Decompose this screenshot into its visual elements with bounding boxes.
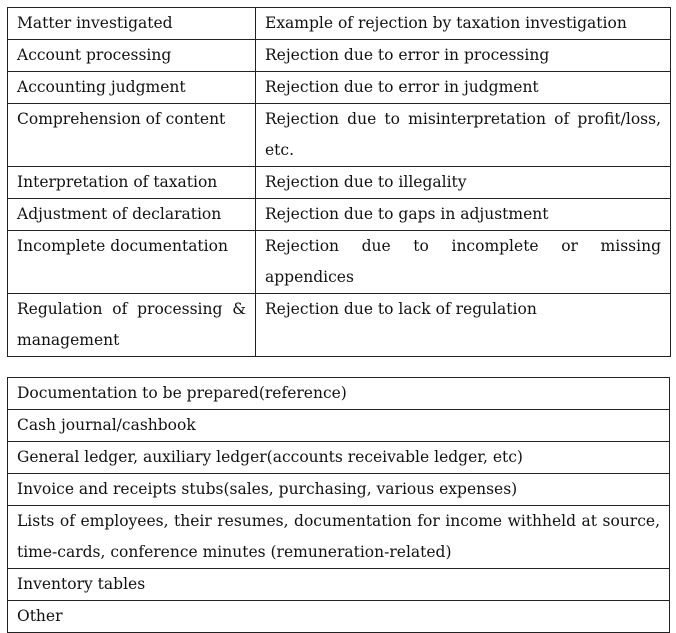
- example-cell: Rejection due to lack of regulation: [256, 294, 671, 357]
- document-cell: Inventory tables: [8, 569, 670, 601]
- example-cell: Rejection due to error in processing: [256, 40, 671, 72]
- example-cell: Rejection due to error in judgment: [256, 72, 671, 104]
- table-row: [8, 104, 671, 167]
- document-cell: Other: [8, 601, 670, 633]
- document-cell: Cash journal/cashbook: [8, 410, 670, 442]
- document-cell: Lists of employees, their resumes, documentation for income withheld at source, time-cards, conference minutes (remuneration-related): [8, 506, 670, 569]
- example-cell: Rejection due to gaps in adjustment: [256, 199, 671, 231]
- matter-cell: Adjustment of declaration: [8, 199, 256, 231]
- table-row: [8, 294, 671, 357]
- example-cell: Rejection due to incomplete or missing appendices: [256, 231, 671, 294]
- matter-cell: Interpretation of taxation: [8, 167, 256, 199]
- matter-cell: Regulation of processing & management: [8, 294, 256, 357]
- table-row: [8, 199, 671, 231]
- table-row: [8, 72, 671, 104]
- table-row: [8, 410, 670, 442]
- header-documentation: Documentation to be prepared(reference): [8, 378, 670, 410]
- document-cell: Invoice and receipts stubs(sales, purchasing, various expenses): [8, 474, 670, 506]
- table-row: [8, 442, 670, 474]
- example-cell: Rejection due to illegality: [256, 167, 671, 199]
- table-row: [8, 40, 671, 72]
- matter-cell: Accounting judgment: [8, 72, 256, 104]
- table-row: [8, 506, 670, 569]
- table-row: [8, 474, 670, 506]
- rejection-examples-table: [7, 7, 671, 357]
- table-row: [8, 231, 671, 294]
- documentation-table: [7, 377, 670, 633]
- table-header-row: [8, 378, 670, 410]
- table-row: [8, 167, 671, 199]
- matter-cell: Incomplete documentation: [8, 231, 256, 294]
- example-cell: Rejection due to misinterpretation of profit/loss, etc.: [256, 104, 671, 167]
- document-cell: General ledger, auxiliary ledger(accounts receivable ledger, etc): [8, 442, 670, 474]
- matter-cell: Comprehension of content: [8, 104, 256, 167]
- header-rejection-example: Example of rejection by taxation investigation: [256, 8, 671, 40]
- table-header-row: [8, 8, 671, 40]
- header-matter-investigated: Matter investigated: [8, 8, 256, 40]
- table-row: [8, 569, 670, 601]
- matter-cell: Account processing: [8, 40, 256, 72]
- table-row: [8, 601, 670, 633]
